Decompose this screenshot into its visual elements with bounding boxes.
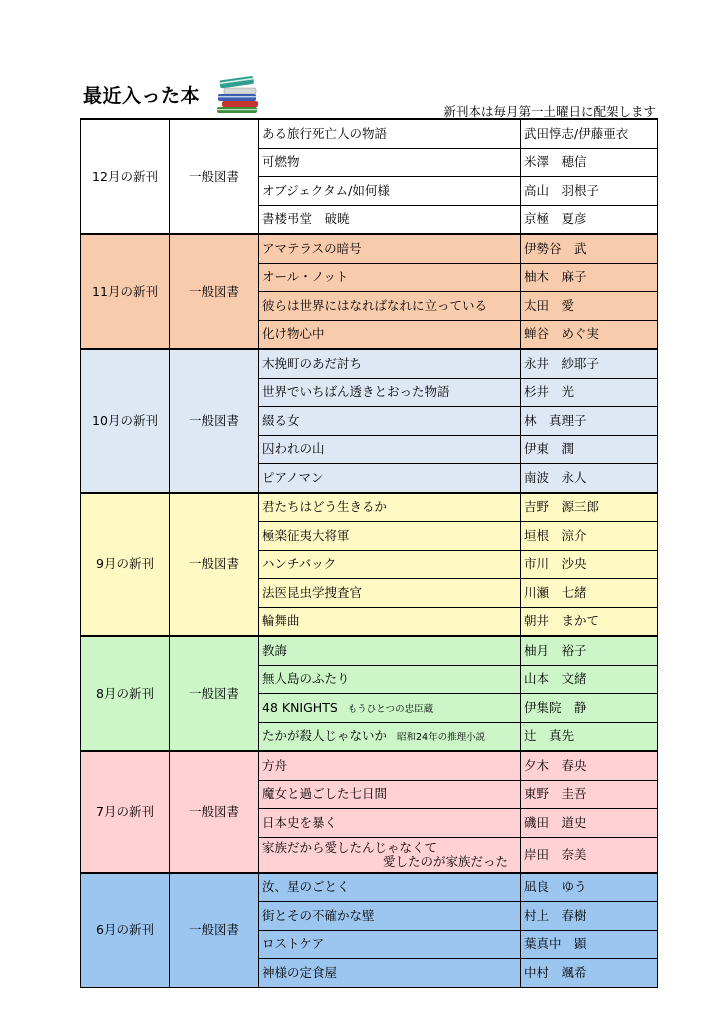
- book-author: 永井 紗耶子: [521, 349, 658, 378]
- book-title: 綴る女: [259, 407, 521, 436]
- book-author: 葉真中 顕: [521, 930, 658, 959]
- book-author: 市川 沙央: [521, 550, 658, 579]
- book-title: 家族だから愛したんじゃなくて 愛したのが家族だった: [259, 837, 521, 873]
- book-author: 凪良 ゆう: [521, 873, 658, 902]
- category-label: 一般図書: [170, 119, 259, 234]
- book-author: 中村 颯希: [521, 959, 658, 988]
- book-title: 魔女と過ごした七日間: [259, 780, 521, 809]
- month-group: [81, 119, 658, 234]
- book-author: 吉野 源三郎: [521, 493, 658, 522]
- book-title: 書楼弔堂 破暁: [259, 205, 521, 234]
- book-title: 法医昆虫学捜査官: [259, 579, 521, 608]
- book-title: 可燃物: [259, 148, 521, 177]
- page-title: 最近入った本: [83, 85, 201, 107]
- book-author: 柚木 麻子: [521, 263, 658, 292]
- book-author: 辻 真先: [521, 722, 658, 751]
- book-author: 村上 春樹: [521, 902, 658, 931]
- book-title: オール・ノット: [259, 263, 521, 292]
- book-author: 太田 愛: [521, 292, 658, 321]
- book-title: 汝、星のごとく: [259, 873, 521, 902]
- month-label: 9月の新刊: [81, 493, 170, 637]
- book-author: 柚月 裕子: [521, 636, 658, 665]
- book-title: 化け物心中: [259, 320, 521, 349]
- month-label: 10月の新刊: [81, 349, 170, 493]
- book-author: 伊集院 静: [521, 694, 658, 723]
- book-author: 蝉谷 めぐ実: [521, 320, 658, 349]
- month-label: 7月の新刊: [81, 751, 170, 873]
- book-title: ロストケア: [259, 930, 521, 959]
- month-group: [81, 234, 658, 349]
- book-title: 極楽征夷大将軍: [259, 522, 521, 551]
- table-row: [81, 873, 658, 902]
- book-author: 夕木 春央: [521, 751, 658, 780]
- table-row: [81, 751, 658, 780]
- book-title: 君たちはどう生きるか: [259, 493, 521, 522]
- table-row: [81, 636, 658, 665]
- category-label: 一般図書: [170, 349, 259, 493]
- table-row: [81, 493, 658, 522]
- book-subtitle: もうひとつの忠臣蔵: [347, 703, 434, 715]
- shelving-note: 新刊本は毎月第一土曜日に配架します: [443, 104, 656, 119]
- book-title: オブジェクタム/如何様: [259, 177, 521, 206]
- category-label: 一般図書: [170, 493, 259, 637]
- book-title: アマテラスの暗号: [259, 234, 521, 263]
- book-title: 輪舞曲: [259, 607, 521, 636]
- month-label: 11月の新刊: [81, 234, 170, 349]
- book-author: 南波 永人: [521, 464, 658, 493]
- book-author: 伊勢谷 武: [521, 234, 658, 263]
- table-row: [81, 234, 658, 263]
- month-label: 8月の新刊: [81, 636, 170, 751]
- month-group: [81, 349, 658, 493]
- book-title: たかが殺人じゃないか 昭和24年の推理小説: [259, 722, 521, 751]
- book-title: 方舟: [259, 751, 521, 780]
- table-row: [81, 119, 658, 148]
- book-author: 山本 文緒: [521, 665, 658, 694]
- category-label: 一般図書: [170, 234, 259, 349]
- book-author: 京極 夏彦: [521, 205, 658, 234]
- book-author: 高山 羽根子: [521, 177, 658, 206]
- month-label: 6月の新刊: [81, 873, 170, 988]
- book-title-line2: 愛したのが家族だった: [382, 853, 508, 869]
- book-title: 48 KNIGHTS もうひとつの忠臣蔵: [259, 694, 521, 723]
- book-subtitle: 昭和24年の推理小説: [397, 732, 486, 744]
- book-title: 日本史を暴く: [259, 809, 521, 838]
- book-title: ピアノマン: [259, 464, 521, 493]
- book-author: 川瀬 七緒: [521, 579, 658, 608]
- books-icon: [214, 74, 262, 114]
- book-author: 米澤 穂信: [521, 148, 658, 177]
- book-title: ハンチバック: [259, 550, 521, 579]
- book-author: 朝井 まかて: [521, 607, 658, 636]
- book-title: 囚われの山: [259, 435, 521, 464]
- category-label: 一般図書: [170, 636, 259, 751]
- book-title: 世界でいちばん透きとおった物語: [259, 378, 521, 407]
- book-title: 彼らは世界にはなればなれに立っている: [259, 292, 521, 321]
- book-author: 垣根 涼介: [521, 522, 658, 551]
- book-author: 杉井 光: [521, 378, 658, 407]
- book-title: 教誨: [259, 636, 521, 665]
- book-author: 磯田 道史: [521, 809, 658, 838]
- book-title: ある旅行死亡人の物語: [259, 119, 521, 148]
- book-author: 岸田 奈美: [521, 837, 658, 873]
- book-title: 神様の定食屋: [259, 959, 521, 988]
- category-label: 一般図書: [170, 873, 259, 988]
- month-group: [81, 636, 658, 751]
- table-row: [81, 349, 658, 378]
- month-group: [81, 493, 658, 637]
- book-author: 伊東 潤: [521, 435, 658, 464]
- book-title: 街とその不確かな壁: [259, 902, 521, 931]
- month-group: [81, 751, 658, 873]
- book-title: 木挽町のあだ討ち: [259, 349, 521, 378]
- book-author: 林 真理子: [521, 407, 658, 436]
- book-author: 武田惇志/伊藤亜衣: [521, 119, 658, 148]
- month-label: 12月の新刊: [81, 119, 170, 234]
- month-group: [81, 873, 658, 988]
- book-author: 東野 圭吾: [521, 780, 658, 809]
- category-label: 一般図書: [170, 751, 259, 873]
- new-books-table: [80, 118, 658, 988]
- book-title: 無人島のふたり: [259, 665, 521, 694]
